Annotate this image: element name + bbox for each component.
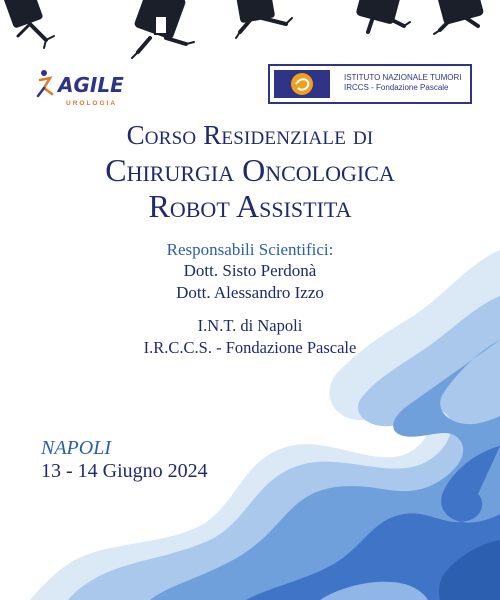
agile-logo-subtitle: UROLOGIA bbox=[66, 100, 118, 107]
scientific-name-1: Dott. Sisto Perdonà bbox=[183, 261, 317, 280]
int-pascale-mark-icon bbox=[272, 68, 336, 100]
int-logo-box bbox=[268, 64, 472, 104]
title-line-1: Corso Residenziale di bbox=[126, 120, 374, 150]
scientific-name-2: Dott. Alessandro Izzo bbox=[176, 283, 324, 302]
institution-line-1: I.N.T. di Napoli bbox=[197, 316, 303, 335]
event-city: NAPOLI bbox=[41, 437, 111, 459]
agile-logo-text: AGILE bbox=[58, 73, 124, 97]
scientific-heading: Responsabili Scientifici: bbox=[166, 240, 334, 259]
int-logo-line2: IRCCS - Fondazione Pascale bbox=[344, 83, 449, 92]
title-line-2: Chirurgia Oncologica bbox=[105, 152, 395, 188]
event-dates: 13 - 14 Giugno 2024 bbox=[41, 460, 208, 482]
title-line-3: Robot Assistita bbox=[148, 188, 352, 224]
int-logo-line1: ISTITUTO NAZIONALE TUMORI bbox=[344, 73, 462, 82]
institution-line-2: I.R.C.C.S. - Fondazione Pascale bbox=[143, 338, 357, 357]
